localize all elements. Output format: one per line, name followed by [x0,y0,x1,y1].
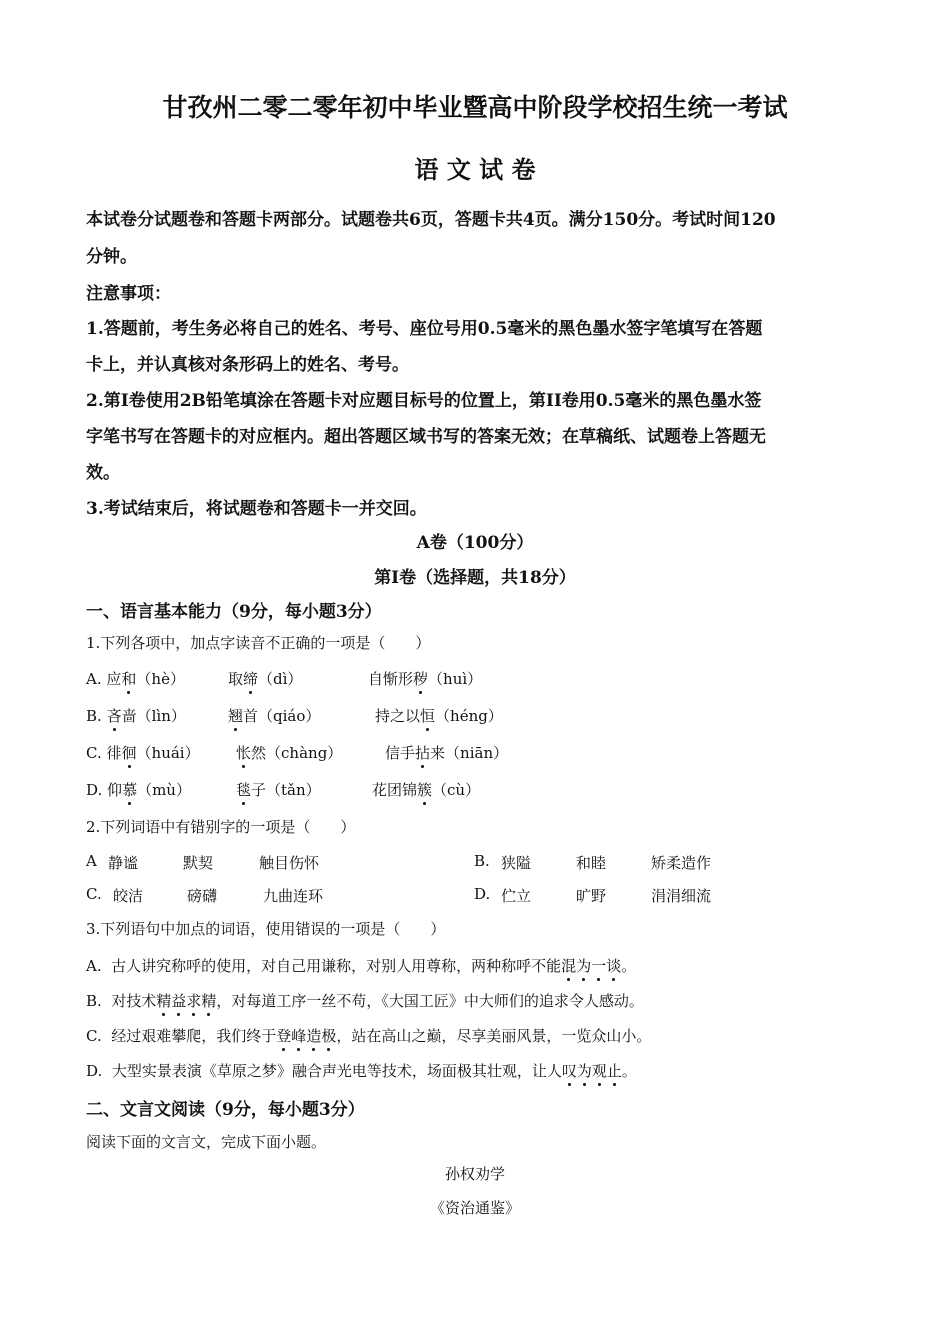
option-label: A. [86,957,102,975]
dotted-char: 缔 [243,670,259,688]
option-label: A [86,852,97,870]
pinyin: （chàng） [266,744,343,762]
word: 九曲连环 [263,887,324,905]
intro-line-1: 本试卷分试题卷和答题卡两部分。试题卷共6页，答题卡共4页。满分150分。考试时间120 [86,210,776,230]
question-2-stem: 2.下列词语中有错别字的一项是（ ） [86,818,356,836]
option-label: B. [86,992,102,1010]
dotted-char: 一 [591,957,607,975]
dotted-char: 峰 [291,1027,307,1045]
word: 磅礴 [187,887,218,905]
dotted-char: 混 [561,957,577,975]
dotted-char: 慕 [122,781,138,799]
section-a-title: A卷（100分） [416,533,534,553]
passage-source: 《资治通鉴》 [429,1199,520,1217]
dotted-char: 和 [121,670,137,688]
word: 狭隘 [501,854,532,872]
option-label: A. [86,670,102,688]
dotted-char: 簇 [417,781,433,799]
option-label: D. [86,781,103,799]
word: 触目伤怀 [259,854,320,872]
dotted-phrase [276,1027,336,1045]
pinyin: （dì） [258,670,303,688]
dotted-char: 为 [576,957,592,975]
dotted-char: 求 [186,992,202,1010]
exam-page: 甘孜州二零二零年初中毕业暨高中阶段学校招生统一考试 语 文 试 卷 本试卷分试题卷和答题卡两部分。试题卷共6页，答题卡共4页。满分150分。考试时间120 分钟。 注意事项： 1.答题前，考生务必将自己的姓名、考号、座位号用0.5毫米的黑色墨水签字笔填写在答题 卡上，并认真核对条形码上的姓名、考号。 2.第Ⅰ卷使用2B铅笔填涂在答题卡对应题目标号的位置上，第II卷用0.5毫米的黑色墨水签 字笔书写在答题卡的对应框内。超出答题区域书写的答案无效；在草稿纸、试题卷上答题无 效。 3.考试结束后，将试题卷和答题卡一并交回。 A卷（100分） 第Ⅰ卷（选择题，共18分） 一、语言基本能力（9分，每小题3分） 1.下列各项中，加点字读音不正确的一项是（ ） A. 应和（hè） 取缔（dì） 自惭形秽（huì） B. 吝啬（lìn） 翘首（qiáo） 持之以恒（héng） C. 徘徊（huái） 怅然（chàng） 信手拈来（niān） D. 仰慕（mù） 毯子（tǎn） 花团锦簇（cù） 2.下列词语中有错别字的一项是（ ） A 静谧 默契 触目伤怀 B. 狭隘 和睦 矫柔造作 C. 皎洁 磅礴 九曲连环 D. 伫立 旷野 涓涓细流 3.下列语句中加点的词语，使用错误的一项是（ ） A. 古人讲究称呼的使用，对自己用谦称，对别人用尊称，两种称呼不能混为一谈。 B. 对技术精益求精，对每道工序一丝不苟，《大国工匠》中大师们的追求令人感动。 C. 经过艰难攀爬，我们终于登峰造极，站在高山之巅，尽享美丽风景，一览众山小。 D. 大型实景表演《草原之梦》融合声光电等技术，场面极其壮观，让人叹为观止。 二、文言文阅读（9分，每小题3分） 阅读下面的文言文，完成下面小题。 孙权劝学 《资治通鉴》 [0,0,950,1344]
word: 和睦 [576,854,607,872]
dotted-char: 叹 [561,1062,577,1080]
q3-option-c: C. 经过艰难攀爬，我们终于登峰造极，站在高山之巅，尽享美丽风景，一览众山小。 [86,1027,652,1045]
dotted-char: 秽 [413,670,429,688]
option-label: B. [86,707,102,725]
dotted-char: 益 [171,992,187,1010]
dotted-char: 怅 [236,744,252,762]
dotted-phrase [156,992,216,1010]
note-3: 3.考试结束后，将试题卷和答题卡一并交回。 [86,499,427,519]
dotted-phrase [562,1062,622,1080]
pinyin: （tǎn） [266,781,321,799]
option-label: B. [474,852,490,870]
note-1-line-1: 1.答题前，考生务必将自己的姓名、考号、座位号用0.5毫米的黑色墨水签字笔填写在答题 [86,319,763,339]
pinyin: （huì） [428,670,483,688]
pinyin: （huái） [136,744,200,762]
dotted-char: 登 [276,1027,292,1045]
dotted-phrase [561,957,621,975]
passage-title: 孙权劝学 [444,1165,505,1183]
pinyin: （cù） [432,781,481,799]
question-1-stem: 1.下列各项中，加点字读音不正确的一项是（ ） [86,634,431,652]
option-label: D. [474,885,491,903]
dotted-char: 精 [201,992,217,1010]
section-1-heading: 一、语言基本能力（9分，每小题3分） [86,602,382,622]
dotted-char: 精 [156,992,172,1010]
q3-option-d: D. 大型实景表演《草原之梦》融合声光电等技术，场面极其壮观，让人叹为观止。 [86,1062,637,1080]
dotted-char: 谈 [606,957,622,975]
note-2-line-1: 2.第Ⅰ卷使用2B铅笔填涂在答题卡对应题目标号的位置上，第II卷用0.5毫米的黑色墨水签 [86,391,762,411]
q3-option-a: A. 古人讲究称呼的使用，对自己用谦称，对别人用尊称，两种称呼不能混为一谈。 [86,957,637,975]
pinyin: （héng） [435,707,503,725]
pinyin: （qiáo） [258,707,321,725]
q3-option-b: B. 对技术精益求精，对每道工序一丝不苟，《大国工匠》中大师们的追求令人感动。 [86,992,644,1010]
dotted-char: 拈 [415,744,431,762]
word: 矫柔造作 [651,854,712,872]
question-3-stem: 3.下列语句中加点的词语，使用错误的一项是（ ） [86,920,446,938]
dotted-char: 翘 [228,707,244,725]
dotted-char: 恒 [420,707,436,725]
dotted-char: 徊 [121,744,137,762]
dotted-char: 造 [306,1027,322,1045]
option-label: C. [86,744,102,762]
notes-heading: 注意事项： [86,284,171,304]
note-1-line-2: 卡上，并认真核对条形码上的姓名、考号。 [86,355,409,375]
pinyin: （lìn） [136,707,186,725]
pinyin: （niān） [445,744,509,762]
dotted-char: 毯 [236,781,252,799]
dotted-char: 极 [321,1027,337,1045]
word: 旷野 [576,887,607,905]
option-label: D. [86,1062,103,1080]
note-2-line-2: 字笔书写在答题卡的对应框内。超出答题区域书写的答案无效；在草稿纸、试题卷上答题无 [86,427,766,447]
word: 皎洁 [113,887,144,905]
option-label: C. [86,1027,102,1045]
pinyin: （hè） [136,670,185,688]
section-2-instruction: 阅读下面的文言文，完成下面小题。 [86,1133,327,1151]
section-2-heading: 二、文言文阅读（9分，每小题3分） [86,1100,365,1120]
word: 涓涓细流 [651,887,712,905]
exam-main-title: 甘孜州二零二零年初中毕业暨高中阶段学校招生统一考试 [162,93,788,122]
dotted-char: 吝 [106,707,122,725]
note-2-line-3: 效。 [86,463,120,483]
pinyin: （mù） [137,781,191,799]
word: 伫立 [501,887,532,905]
intro-line-2: 分钟。 [86,247,137,267]
dotted-char: 观 [591,1062,607,1080]
word: 默契 [183,854,214,872]
option-label: C. [86,885,102,903]
part-1-title: 第Ⅰ卷（选择题，共18分） [374,568,576,588]
dotted-char: 止 [606,1062,622,1080]
word: 静谧 [108,854,139,872]
exam-subtitle: 语 文 试 卷 [414,155,536,184]
dotted-char: 为 [576,1062,592,1080]
